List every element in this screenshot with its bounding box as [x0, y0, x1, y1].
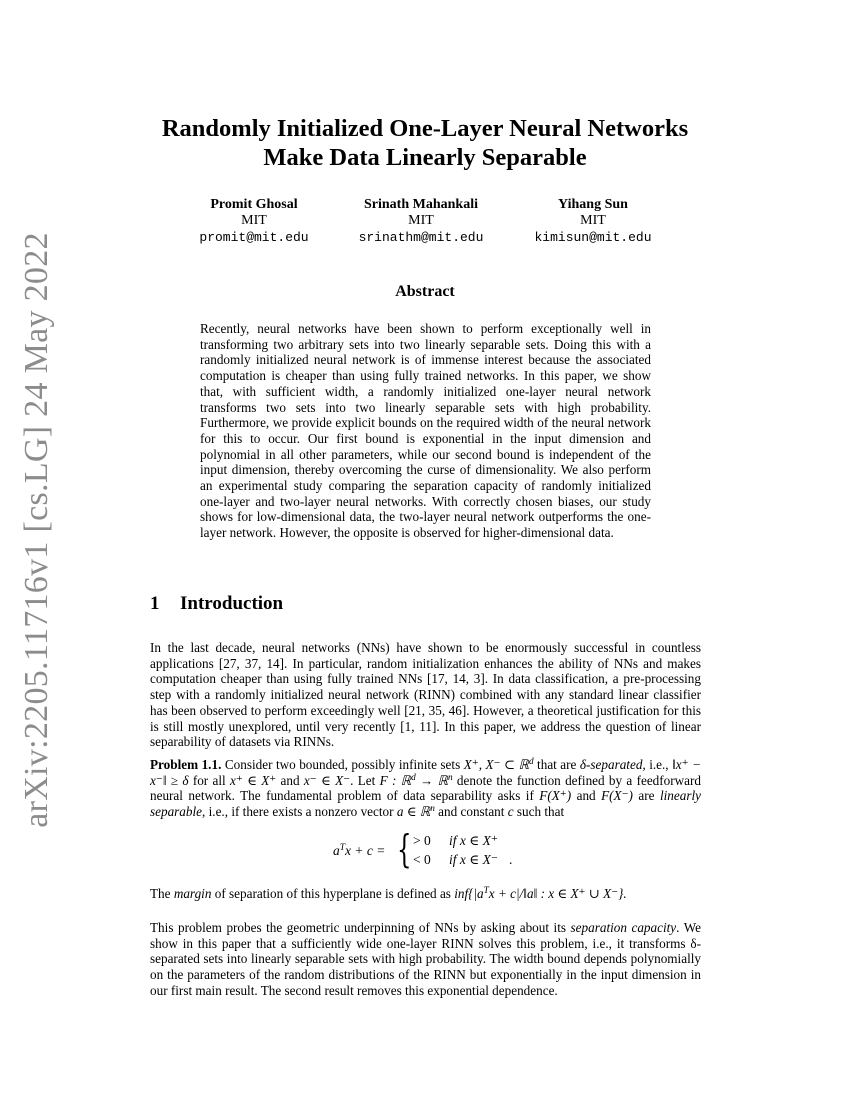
author-affiliation: MIT: [241, 213, 267, 228]
problem-label: Problem 1.1.: [150, 757, 222, 772]
author-name: Yihang Sun: [558, 197, 628, 212]
arxiv-identifier-stamp: [16, 232, 58, 828]
introduction-paragraph: In the last decade, neural networks (NNs) have shown to be enormously successful in countless applications [27, 37, 14]. In particular, random initialization enhances the ability of NNs and makes computation cheaper than using fully trained NNs [17, 14, 3]. In data classification, a pre-processing step with a randomly initialized neural network (RINN) combined with any standard linear classifier has been observed to perform exceedingly well [21, 35, 46]. However, a theoretical justification for this is still mostly unexplored, until very recently [1, 11]. In this paper, we address the question of linear separability of datasets via RINNs.: [150, 640, 701, 750]
problem-statement: Problem 1.1. Consider two bounded, possibly infinite sets X⁺, X⁻ ⊂ ℝ$^d$ that are δ-separated, i.e., ‖x⁺ − x⁻‖ ≥ δ for all x⁺ ∈ X⁺ and x⁻ ∈ X⁻. Let F : ℝ$^d$ → ℝ$^n$ denote the function defined by a feedforward neural network. The fundamental problem of data separability asks if F(X⁺) and F(X⁻) are linearly separable, i.e., if there exists a nonzero vector a ∈ ℝ$^n$ and constant c such that: [150, 756, 702, 820]
author-email: promit@mit.edu: [199, 230, 309, 245]
paper-title-line-1: Randomly Initialized One-Layer Neural Networks: [161, 115, 689, 142]
section-title: Introduction: [180, 593, 284, 614]
author-block: [0, 196, 850, 256]
paper-title-line-2: Make Data Linearly Separable: [263, 144, 587, 171]
author-3: [503, 196, 683, 246]
author-email: kimisun@mit.edu: [534, 230, 652, 245]
margin-definition: The margin of separation of this hyperplane is defined as $inf\{|a^Tx$ + c|/‖a‖ : x ∈ X⁺ ∪ X⁻}.: [150, 885, 627, 901]
author-affiliation: MIT: [580, 213, 606, 228]
equation-case-negative: < 0 if x ∈ X⁻: [413, 852, 498, 867]
equation-lhs: $a^Tx + c$ =: [333, 843, 386, 858]
left-brace: {: [397, 827, 412, 871]
section-number: 1: [150, 593, 160, 614]
author-name: Promit Ghosal: [210, 197, 298, 212]
abstract-text: Recently, neural networks have been shown to perform exceptionally well in transforming two arbitrary sets into two linearly separable sets. Doing this with a randomly initialized neural network is of immense interest because the associated computation is cheaper than using fully trained networks. In this paper, we show that, with sufficient width, a randomly initialized one-layer neural network transforms two sets into two linearly separable sets with high probability. Furthermore, we provide explicit bounds on the required width of the neural network for this to occur. Our first bound is exponential in the input dimension and polynomial in all other parameters, while our second bound is independent of the input dimension, thereby overcoming the curse of dimensionality. We also perform an experimental study comparing the separation capacity of randomly initialized one-layer and two-layer neural networks. With correctly chosen biases, our study shows for low-dimensional data, the two-layer neural network outperforms the one-layer network. However, the opposite is observed for higher-dimensional data.: [200, 321, 651, 541]
author-2: [331, 196, 511, 246]
separability-equation: [333, 827, 553, 872]
author-1: [164, 196, 344, 246]
arxiv-identifier-text: arXiv:2205.11716v1 [cs.LG] 24 May 2022: [18, 232, 56, 828]
section-heading-introduction: [150, 592, 283, 616]
abstract-heading: Abstract: [395, 283, 455, 300]
equation-period: .: [509, 852, 513, 867]
author-email: srinathm@mit.edu: [358, 230, 484, 245]
equation-case-positive: > 0 if x ∈ X⁺: [413, 833, 498, 848]
author-name: Srinath Mahankali: [364, 197, 478, 212]
paper-title: [100, 114, 750, 172]
author-affiliation: MIT: [408, 213, 434, 228]
separation-capacity-paragraph: This problem probes the geometric underpinning of NNs by asking about its separation capacity. We show in this paper that a sufficiently wide one-layer RINN solves this problem, i.e., it transforms δ-separated sets into linearly separable sets with high probability. The width bound depends polynomially on the parameters of the random distributions of the RINN but exponentially in the input dimension in our first main result. The second result removes this exponential dependence.: [150, 920, 701, 998]
